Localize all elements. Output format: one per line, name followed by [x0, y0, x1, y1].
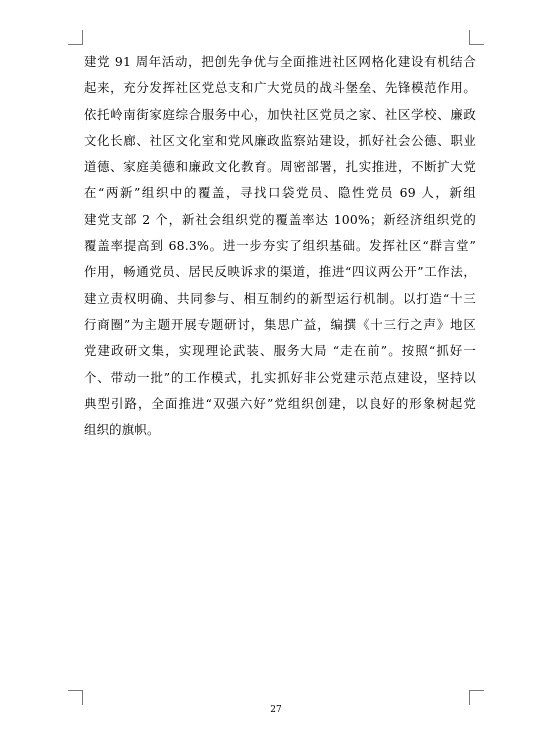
crop-mark-top-right — [469, 30, 484, 45]
text-line: 个、带动一批”的工作模式，扎实抓好非公党建示范点建设，坚持以 — [84, 369, 476, 385]
body-paragraph — [84, 49, 476, 443]
text-line: 依托岭南街家庭综合服务中心，加快社区党员之家、社区学校、廉政 — [84, 106, 476, 122]
crop-mark-bottom-right — [469, 690, 484, 705]
text-line: 起来，充分发挥社区党总支和广大党员的战斗堡垒、先锋模范作用。 — [84, 80, 476, 96]
page-number: 27 — [270, 705, 282, 715]
text-line: 建党支部 2 个，新社会组织党的覆盖率达 100%；新经济组织党的 — [84, 211, 476, 227]
text-line-last: 组织的旗帜。 — [84, 422, 160, 438]
text-line: 建党 91 周年活动，把创先争优与全面推进社区网格化建设有机结合 — [84, 54, 476, 69]
text-line: 行商圈”为主题开展专题研讨，集思广益，编撰《十三行之声》地区 — [84, 316, 476, 332]
text-line: 作用，畅通党员、居民反映诉求的渠道，推进“四议两公开”工作法， — [84, 264, 476, 280]
crop-mark-top-left — [68, 30, 83, 45]
text-line: 道德、家庭美德和廉政文化教育。周密部署，扎实推进，不断扩大党 — [84, 159, 476, 175]
text-line: 文化长廊、社区文化室和党风廉政监察站建设，抓好社会公德、职业 — [84, 132, 476, 148]
text-line: 覆盖率提高到 68.3%。进一步夯实了组织基础。发挥社区“群言堂” — [84, 238, 476, 254]
text-line: 在“两新”组织中的覆盖，寻找口袋党员、隐性党员 69 人，新组 — [84, 185, 476, 201]
text-line: 建立责权明确、共同参与、相互制约的新型运行机制。以打造“十三 — [84, 290, 476, 306]
text-line: 典型引路，全面推进“双强六好”党组织创建，以良好的形象树起党 — [84, 395, 476, 411]
crop-mark-bottom-left — [68, 690, 83, 705]
text-line: 党建政研文集，实现理论武装、服务大局 “走在前”。按照“抓好一 — [84, 343, 476, 359]
